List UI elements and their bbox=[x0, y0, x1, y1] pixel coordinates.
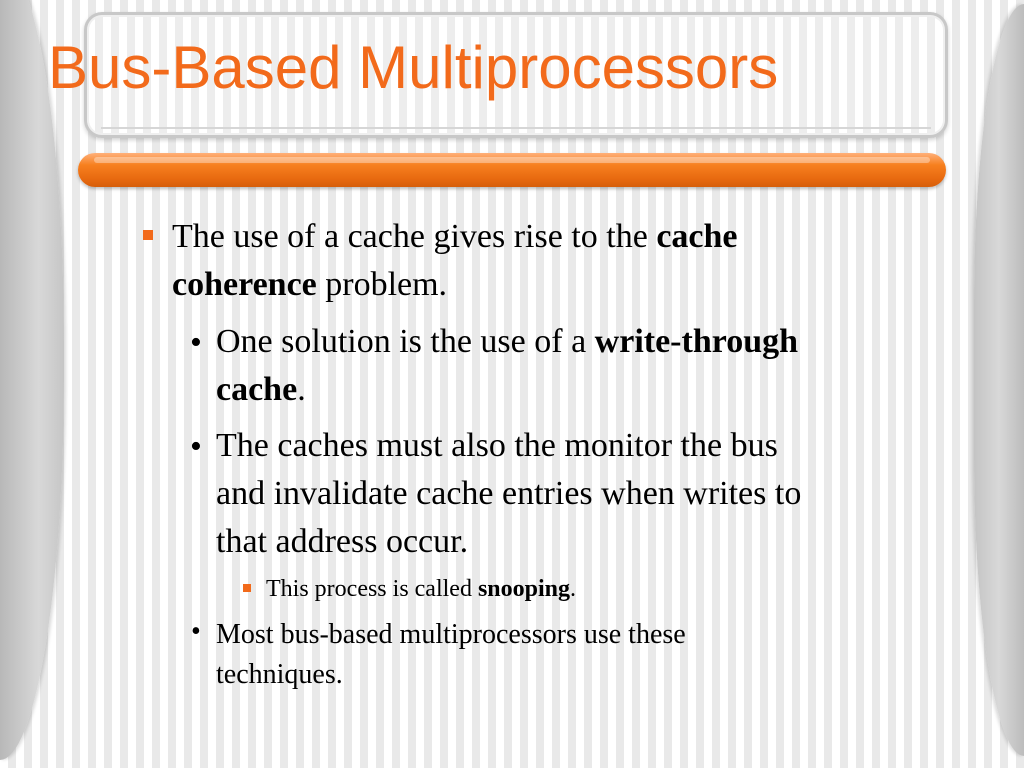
text-segment: techniques. bbox=[216, 659, 343, 690]
square-bullet-icon bbox=[143, 230, 153, 240]
bold-segment: coherence bbox=[172, 266, 317, 303]
text-segment: . bbox=[297, 371, 306, 408]
bold-segment: write-through bbox=[594, 323, 799, 360]
dot-bullet-icon: • bbox=[190, 324, 202, 361]
text-segment: One solution is the use of a bbox=[216, 323, 595, 360]
text-segment: The use of a cache gives rise to the bbox=[172, 218, 657, 255]
bullet-text bbox=[266, 574, 906, 604]
dot-bullet-icon: • bbox=[190, 428, 202, 465]
bold-segment: snooping bbox=[477, 576, 571, 602]
square-bullet-icon bbox=[243, 584, 251, 592]
dot-bullet-icon: • bbox=[191, 616, 201, 647]
bold-segment: cache bbox=[216, 371, 298, 408]
text-segment: that address occur. bbox=[216, 523, 469, 560]
slide-title: Bus-Based Multiprocessors bbox=[48, 34, 779, 101]
bullet-text bbox=[216, 615, 936, 695]
bold-segment: cache bbox=[656, 218, 738, 255]
bullet-text bbox=[216, 422, 936, 566]
text-segment: problem. bbox=[316, 266, 448, 303]
text-segment: . bbox=[570, 576, 577, 602]
text-segment: The caches must also the monitor the bus bbox=[216, 427, 778, 464]
text-segment: Most bus-based multiprocessors use these bbox=[216, 619, 686, 650]
bullet-text bbox=[216, 318, 936, 414]
bullet-text bbox=[172, 213, 892, 309]
text-segment: and invalidate cache entries when writes to bbox=[216, 475, 802, 512]
text-segment: This process is called bbox=[266, 576, 478, 602]
